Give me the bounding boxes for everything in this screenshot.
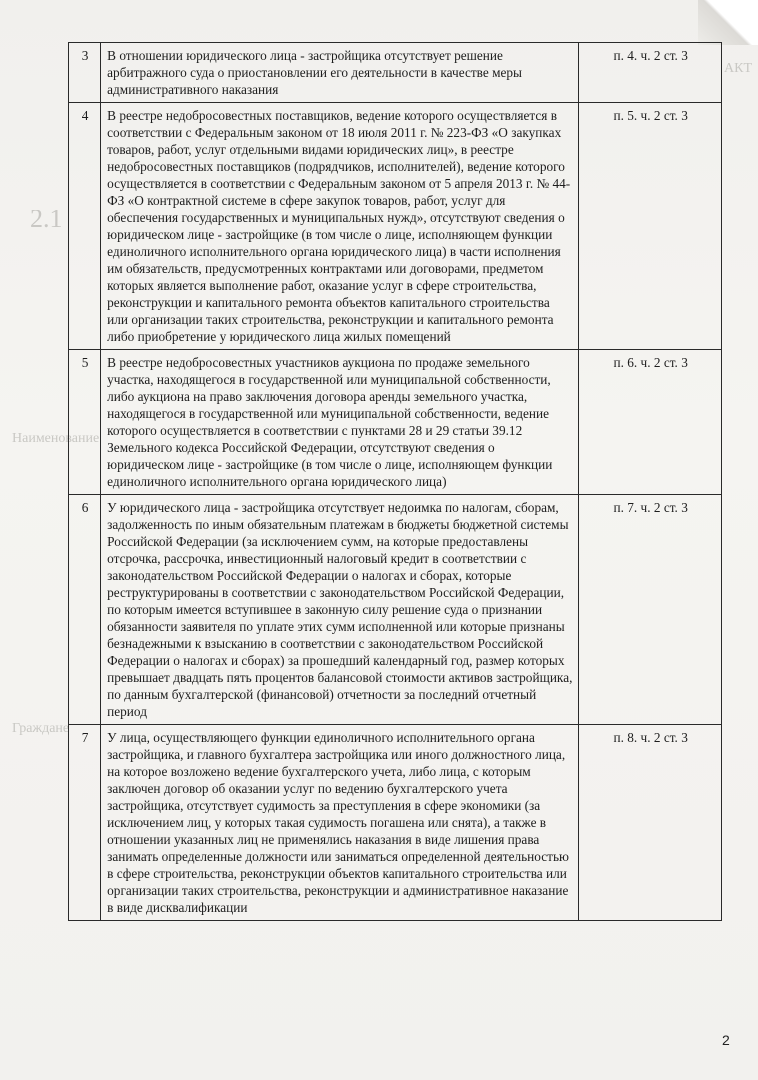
table-row — [69, 495, 722, 725]
row-number: 5 — [69, 350, 101, 495]
law-reference: п. 6. ч. 2 ст. 3 — [579, 350, 722, 495]
requirement-text: В реестре недобросовестных участников аукциона по продаже земельного участка, находящегося в государственной или муниципальной собственности, либо аукциона на право заключения договора аренды земельного участка, находящегося в государственной или муниципальной собственности, ведение которого осуществляется в соответствии с пунктами 28 и 29 статьи 39.12 Земельного кодекса Российской Федерации, отсутствуют сведения о юридическом лице - застройщике (в том числе о лице, исполняющем функции единоличного исполнительного органа юридического лица) — [101, 350, 579, 495]
requirement-text: В реестре недобросовестных поставщиков, ведение которого осуществляется в соответствии с Федеральным законом от 18 июля 2011 г. № 223-ФЗ «О закупках товаров, работ, услуг отдельными видами юридических лиц», в реестре недобросовестных поставщиков (подрядчиков, исполнителей), ведение которого осуществляется в соответствии с Федеральным законом от 5 апреля 2013 г. № 44-ФЗ «О контрактной системе в сфере закупок товаров, работ, услуг для обеспечения государственных и муниципальных нужд», отсутствуют сведения о юридическом лице - застройщике (в том числе о лице, исполняющем функции единоличного исполнительного органа юридического лица) в части исполнения им обязательств, предусмотренных контрактами или договорами, предметом которых является выполнение работ, оказание услуг в сфере строительства, реконструкции и капитального ремонта объектов капитального строительства или организации таких строительства, реконструкции и капитального ремонта либо приобретение у юридического лица жилых помещений — [101, 103, 579, 350]
bleed-through-text: 2.1 — [30, 210, 63, 228]
row-number: 7 — [69, 725, 101, 921]
requirement-text: В отношении юридического лица - застройщика отсутствует решение арбитражного суда о приостановлении его деятельности в качестве меры административного наказания — [101, 43, 579, 103]
table-row — [69, 43, 722, 103]
row-number: 3 — [69, 43, 101, 103]
law-reference: п. 4. ч. 2 ст. 3 — [579, 43, 722, 103]
requirements-table — [68, 42, 722, 921]
bleed-through-text: АКТ — [724, 61, 752, 76]
table-row — [69, 725, 722, 921]
requirement-text: У юридического лица - застройщика отсутствует недоимка по налогам, сборам, задолженность по иным обязательным платежам в бюджеты бюджетной системы Российской Федерации (за исключением сумм, на которые предоставлены отсрочка, рассрочка, инвестиционный налоговый кредит в соответствии с законодательством Российской Федерации о налогах и сборах, которые реструктурированы в соответствии с законодательством Российской Федерации, по которым имеется вступившее в законную силу решение суда о признании обязанности заявителя по уплате этих сумм исполненной или которые признаны безнадежными к взысканию в соответствии с законодательством Российской Федерации о налогах и сборах) за прошедший календарный год, размер которых превышает двадцать пять процентов балансовой стоимости активов застройщика, по данным бухгалтерской (финансовой) отчетности за последний отчетный период — [101, 495, 579, 725]
table-row — [69, 103, 722, 350]
row-number: 4 — [69, 103, 101, 350]
bleed-through-text: Граждане — [12, 721, 70, 736]
table-row — [69, 350, 722, 495]
law-reference: п. 5. ч. 2 ст. 3 — [579, 103, 722, 350]
law-reference: п. 7. ч. 2 ст. 3 — [579, 495, 722, 725]
requirement-text: У лица, осуществляющего функции единоличного исполнительного органа застройщика, и главного бухгалтера застройщика или иного должностного лица, на которое возложено ведение бухгалтерского учета, либо лица, с которым заключен договор об оказании услуг по ведению бухгалтерского учета застройщика, отсутствует судимость за преступления в сфере экономики (за исключением лиц, у которых такая судимость погашена или снята), а также в отношении указанных лиц не применялись наказания в виде лишения права занимать определенные должности или заниматься определенной деятельностью в сфере строительства, реконструкции объектов капитального строительства или организации таких строительства, реконструкции и административное наказание в виде дисквалификации — [101, 725, 579, 921]
law-reference: п. 8. ч. 2 ст. 3 — [579, 725, 722, 921]
page-number: 2 — [722, 1032, 730, 1048]
bleed-through-text: Наименование — [12, 431, 100, 446]
row-number: 6 — [69, 495, 101, 725]
folded-corner — [698, 0, 758, 45]
